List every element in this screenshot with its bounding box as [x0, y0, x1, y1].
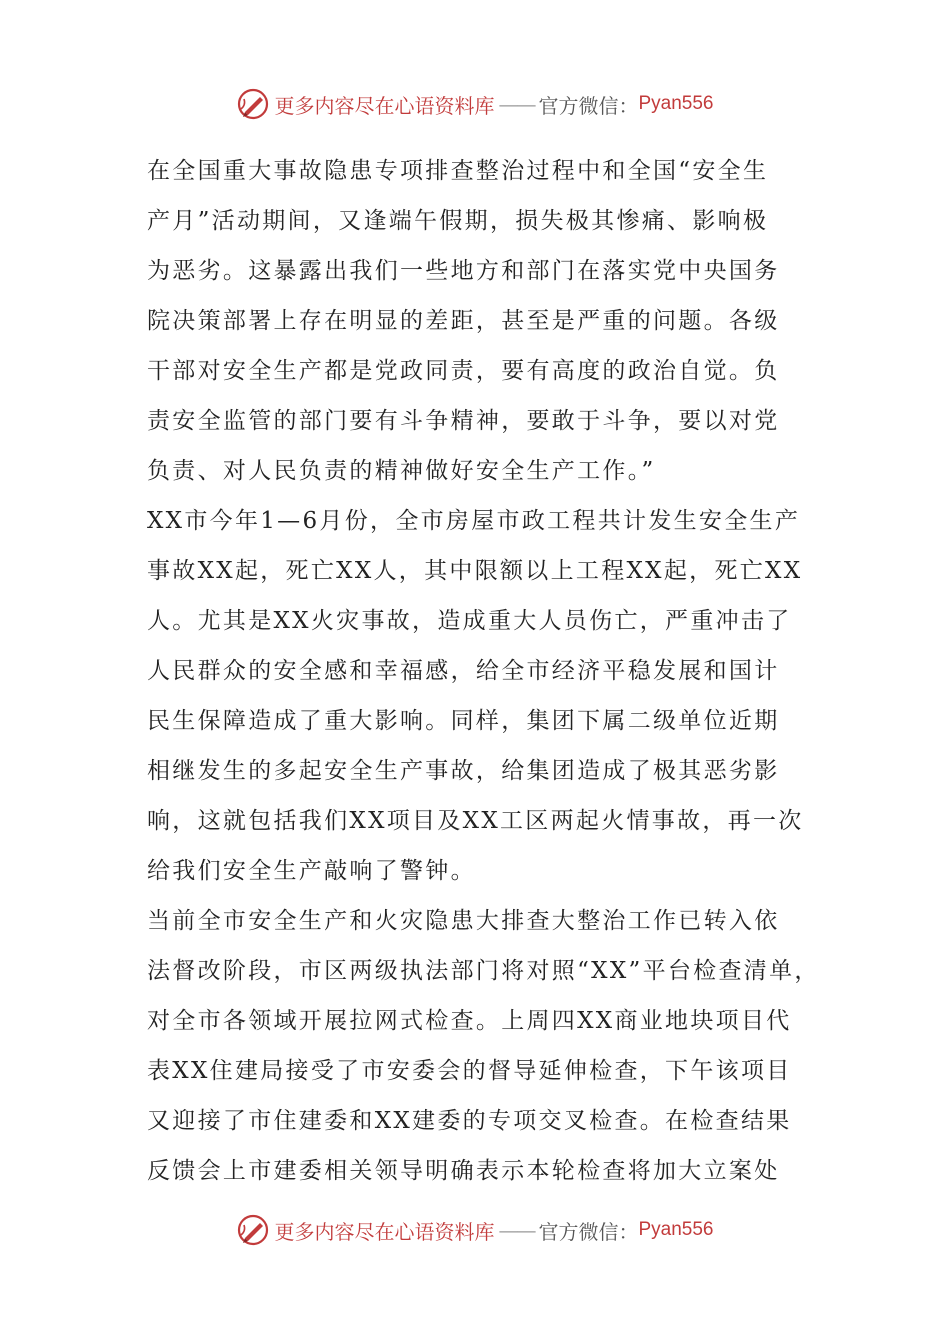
body-line: 表XX住建局接受了市安委会的督导延伸检查，下午该项目 [147, 1058, 792, 1084]
body-line: 事故XX起，死亡XX人，其中限额以上工程XX起，死亡XX [147, 558, 803, 584]
document-body [147, 146, 820, 1196]
body-line: 负责、对人民负责的精神做好安全生产工作。” [147, 458, 656, 484]
body-line: 人。尤其是XX火灾事故，造成重大人员伤亡，严重冲击了 [147, 608, 792, 634]
body-line: 当前全市安全生产和火灾隐患大排查大整治工作已转入依 [147, 908, 780, 934]
body-line: 责安全监管的部门要有斗争精神，要敢于斗争，要以对党 [147, 408, 780, 434]
watermark-footer [0, 1210, 950, 1250]
body-line: 院决策部署上存在明显的差距，甚至是严重的问题。各级 [147, 308, 780, 334]
body-line: 反馈会上市建委相关领导明确表示本轮检查将加大立案处 [147, 1158, 780, 1184]
body-line: 又迎接了市住建委和XX建委的专项交叉检查。在检查结果 [147, 1108, 792, 1134]
watermark-dash: —— [498, 1218, 535, 1242]
body-line: 产月”活动期间，又逢端午假期，损失极其惨痛、影响极 [147, 208, 769, 234]
body-line: 法督改阶段，市区两级执法部门将对照“XX”平台检查清单， [147, 958, 820, 984]
body-line: 干部对安全生产都是党政同责，要有高度的政治自觉。负 [147, 358, 780, 384]
watermark-header [0, 84, 950, 124]
watermark-site-name: 更多内容尽在心语资料库 [274, 93, 495, 118]
watermark-official-label: 官方微信： [538, 1219, 639, 1244]
body-line: 响，这就包括我们XX项目及XX工区两起火情事故，再一次 [147, 808, 804, 834]
pen-circle-logo-icon [236, 87, 270, 121]
watermark-wechat-id: Pyan556 [638, 1219, 714, 1240]
body-line: XX市今年1—6月份，全市房屋市政工程共计发生安全生产 [147, 508, 801, 534]
pen-circle-logo-icon [236, 1213, 270, 1247]
body-line: 为恶劣。这暴露出我们一些地方和部门在落实党中央国务 [147, 258, 780, 284]
body-line: 对全市各领域开展拉网式检查。上周四XX商业地块项目代 [147, 1008, 792, 1034]
watermark-wechat-id: Pyan556 [638, 93, 714, 114]
body-line: 人民群众的安全感和幸福感，给全市经济平稳发展和国计 [147, 658, 780, 684]
body-line: 相继发生的多起安全生产事故，给集团造成了极其恶劣影 [147, 758, 780, 784]
body-line: 民生保障造成了重大影响。同样，集团下属二级单位近期 [147, 708, 780, 734]
watermark-official-label: 官方微信： [538, 93, 639, 118]
watermark-dash: —— [498, 92, 535, 116]
watermark-site-name: 更多内容尽在心语资料库 [274, 1219, 495, 1244]
body-line: 给我们安全生产敲响了警钟。 [147, 858, 476, 884]
body-line: 在全国重大事故隐患专项排查整治过程中和全国“安全生 [147, 158, 769, 184]
